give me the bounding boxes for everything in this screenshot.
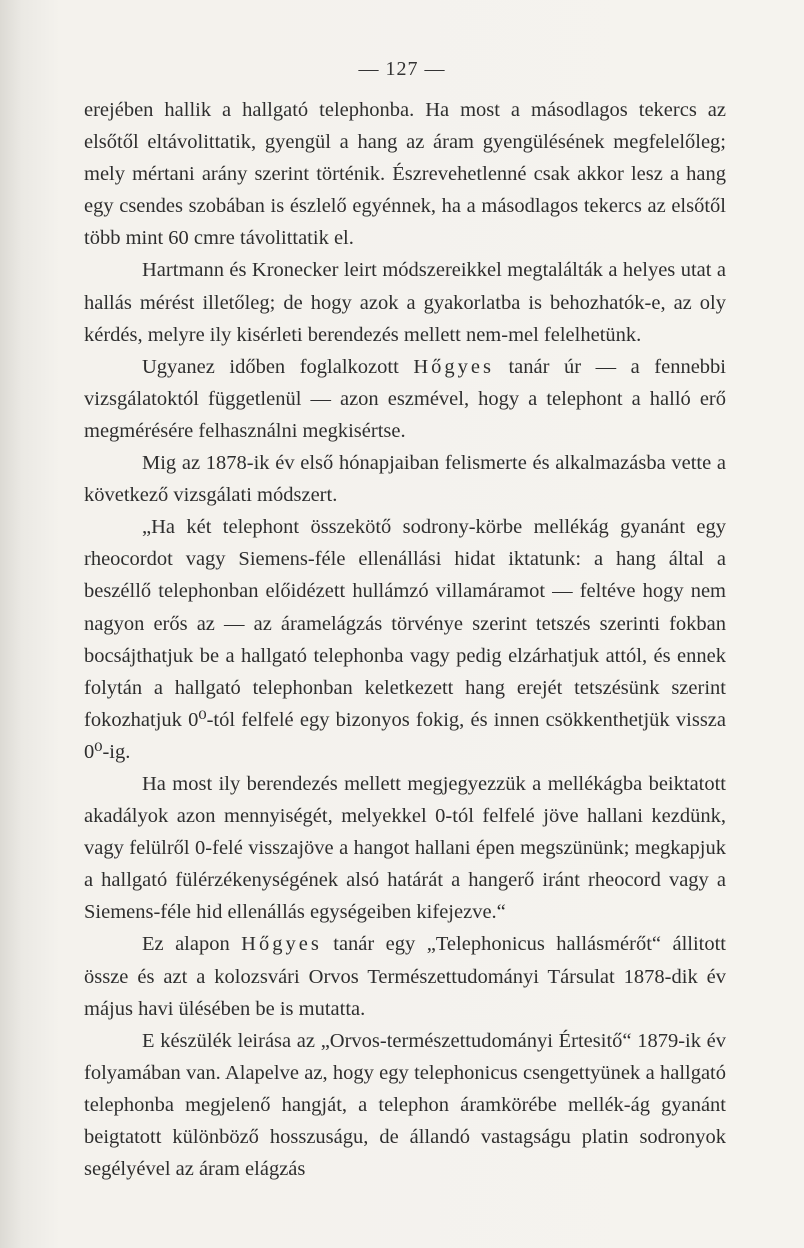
author-name-hogyes: Hőgyes (413, 355, 494, 378)
author-name-hogyes: Hőgyes (241, 933, 322, 956)
paragraph-8: E készülék leirása az „Orvos-természettudományi Értesitő“ 1879-ik év folyamában van. Alapelve az, hogy egy telephonicus csengettyünek a hallgató telephonba megjelenő hangját, a telephon áramkörébe mellék-ág gyanánt beigtatott különböző hosszuságu, de állandó vastagságu platin sodronyok segélyével az áram elágzás (84, 1029, 726, 1181)
body-text (84, 94, 726, 1185)
paragraph-4: Mig az 1878-ik év első hónapjaiban felismerte és alkalmazásba vette a következő vizsgálati módszert. (84, 452, 726, 507)
paragraph-3 (84, 351, 726, 447)
paragraph-1: erejében hallik a hallgató telephonba. Ha most a másodlagos tekercs az elsőtől eltávolittatik, gyengül a hang az áram gyengülésének megfelelőleg; mely mértani arány szerint történik. Észrevehetlenné csak akkor lesz a hang egy csendes szobában is észlelő egyénnek, ha a másodlagos tekercs az elsőtől több mint 60 cmre távolittatik el. (84, 99, 726, 250)
paragraph-2: Hartmann és Kronecker leirt módszereikkel megtalálták a helyes utat a hallás mérést illetőleg; de hogy azok a gyakorlatba is behozhatók-e, az oly kérdés, melyre ily kisérleti berendezés mellett nem-mel felelhetünk. (84, 259, 726, 346)
paragraph-7-after: tanár egy „Telephonicus hallásmérőt“ állitott össze és azt a kolozsvári Orvos Természettudományi Társulat 1878-dik év május havi ülésében be is mutatta. (84, 933, 726, 1020)
paragraph-3-after: tanár úr — a fennebbi vizsgálatoktól függetlenül — azon eszmével, hogy a telephont a halló erő megmérésére felhasználni megkisértse. (84, 355, 726, 442)
paragraph-5-quote: „Ha két telephont összekötő sodrony-körbe mellékág gyanánt egy rheocordot vagy Siemens-féle ellenállási hidat iktatunk: a hang által a beszéllő telephonban előidézett hullámzó villamáramot — feltéve hogy nem nagyon erős az — az áramelágzás törvénye szerint tetszés szerinti fokban bocsájthatjuk be a hallgató telephonba vagy pedig elzárhatjuk attól, és ennek folytán a hallgató telephonban keletkezett hang erejét tetszésünk szerint fokozhatjuk 0⁰-tól felfelé egy bizonyos fokig, és innen csökkenthetjük vissza 0⁰-ig. (84, 516, 726, 763)
page-number: — 127 — (358, 58, 446, 80)
paragraph-7 (84, 928, 726, 1024)
paragraph-6-quote: Ha most ily berendezés mellett megjegyezzük a mellékágba beiktatott akadályok azon mennyiségét, melyekkel 0-tól felfelé jöve hallani kezdünk, vagy felülről 0-felé visszajöve a hangot hallani épen megszününk; megkapjuk a hallgató fülérzékenységének alsó határát a hangerő iránt rheocord vagy a Siemens-féle hid ellenállás egységeiben kifejezve.“ (84, 772, 726, 924)
paragraph-7-before: Ez alapon (142, 933, 242, 956)
paragraph-3-before: Ugyanez időben foglalkozott (142, 355, 414, 378)
